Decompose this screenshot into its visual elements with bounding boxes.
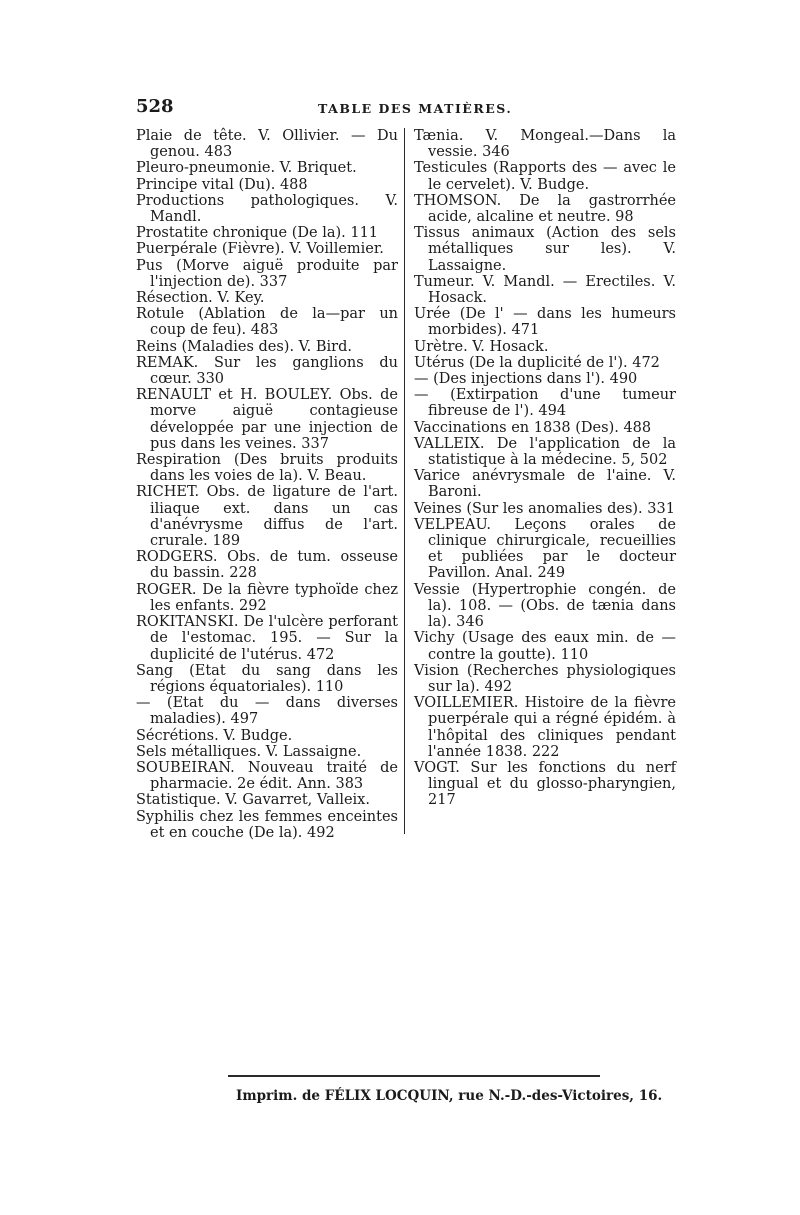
index-entry: ROGER. De la fièvre typhoïde chez les enfants. 292 bbox=[136, 581, 398, 614]
index-entry: THOMSON. De la gastrorrhée acide, alcaline et neutre. 98 bbox=[414, 192, 676, 226]
index-entry: RICHET. Obs. de ligature de l'art. iliaque ext. dans un cas d'anévrysme diffus de l'art. crurale. 189 bbox=[136, 484, 398, 550]
index-entry: — (Extirpation d'une tumeur fibreuse de l'). 494 bbox=[414, 387, 676, 420]
index-entry: Reins (Maladies des). V. Bird. bbox=[136, 338, 352, 355]
index-entry: RENAULT et H. BOULEY. Obs. de morve aiguë contagieuse développée par une injection de pus dans les veines. 337 bbox=[136, 387, 398, 452]
footer-rule bbox=[228, 1075, 600, 1077]
index-entry: Vision (Recherches physiologiques sur la). 492 bbox=[414, 662, 676, 695]
index-entry: Tumeur. V. Mandl. — Erectiles. V. Hosack. bbox=[414, 273, 676, 307]
index-entry: Utérus (De la duplicité de l'). 472 bbox=[414, 354, 660, 371]
index-entry: Urée (De l' — dans les humeurs morbides). 471 bbox=[414, 306, 676, 339]
index-entry: REMAK. Sur les ganglions du cœur. 330 bbox=[136, 354, 398, 388]
index-entry: Puerpérale (Fièvre). V. Voillemier. bbox=[136, 241, 384, 258]
index-entry: Tissus animaux (Action des sels métalliques sur les). V. Lassaigne. bbox=[414, 225, 676, 274]
index-entry: Tænia. V. Mongeal.—Dans la vessie. 346 bbox=[414, 128, 676, 161]
index-entry: — (Des injections dans l'). 490 bbox=[414, 371, 638, 388]
index-entry: Sang (Etat du sang dans les régions équatoriales). 110 bbox=[136, 662, 398, 695]
index-entry: Varice anévrysmale de l'aine. V. Baroni. bbox=[414, 468, 676, 501]
index-entry: — (Etat du — dans diverses maladies). 497 bbox=[136, 695, 398, 728]
index-entry: Respiration (Des bruits produits dans les voies de la). V. Beau. bbox=[136, 452, 398, 485]
index-entry: Plaie de tête. V. Ollivier. — Du genou. 483 bbox=[136, 128, 398, 161]
index-entry: Prostatite chronique (De la). 111 bbox=[136, 225, 379, 242]
index-entry: Veines (Sur les anomalies des). 331 bbox=[414, 500, 675, 517]
index-entry: Résection. V. Key. bbox=[136, 290, 265, 307]
index-entry: Vessie (Hypertrophie congén. de la). 108. — (Obs. de tænia dans la). 346 bbox=[414, 581, 676, 631]
index-entry: Productions pathologiques. V. Mandl. bbox=[136, 192, 398, 226]
index-entry: SOUBEIRAN. Nouveau traité de pharmacie. 2e édit. Ann. 383 bbox=[136, 759, 398, 793]
index-entry: RODGERS. Obs. de tum. osseuse du bassin. 228 bbox=[136, 549, 398, 582]
index-entry: Principe vital (Du). 488 bbox=[136, 176, 308, 193]
index-column-right bbox=[414, 128, 676, 809]
index-entry: VOILLEMIER. Histoire de la fièvre puerpérale qui a régné épidém. à l'hôpital des cliniques pendant l'année 1838. 222 bbox=[414, 695, 676, 760]
index-entry: Urètre. V. Hosack. bbox=[414, 338, 549, 355]
index-entry: Testicules (Rapports des — avec le le cervelet). V. Budge. bbox=[414, 160, 676, 193]
index-entry: Pleuro-pneumonie. V. Briquet. bbox=[136, 160, 357, 177]
index-column-left bbox=[136, 128, 398, 841]
index-entry: VALLEIX. De l'application de la statistique à la médecine. 5, 502 bbox=[414, 435, 676, 469]
index-entry: VELPEAU. Leçons orales de clinique chirurgicale, recueillies et publiées par le docteur Pavillon. Anal. 249 bbox=[414, 516, 676, 582]
index-entry: Sécrétions. V. Budge. bbox=[136, 727, 293, 744]
index-entry: VOGT. Sur les fonctions du nerf lingual et du glosso-pharyngien, 217 bbox=[414, 759, 676, 809]
running-head: TABLE DES MATIÈRES. bbox=[318, 101, 513, 116]
index-entry: Statistique. V. Gavarret, Valleix. bbox=[136, 792, 370, 809]
index-entry: Vichy (Usage des eaux min. de — contre la goutte). 110 bbox=[414, 630, 676, 663]
page-number: 528 bbox=[136, 96, 174, 117]
imprint-line: Imprim. de FÉLIX LOCQUIN, rue N.-D.-des-Victoires, 16. bbox=[236, 1088, 663, 1104]
index-entry: ROKITANSKI. De l'ulcère perforant de l'estomac. 195. — Sur la duplicité de l'utérus. 472 bbox=[136, 614, 398, 663]
index-entry: Syphilis chez les femmes enceintes et en couche (De la). 492 bbox=[136, 808, 398, 841]
index-entry: Vaccinations en 1838 (Des). 488 bbox=[414, 419, 652, 436]
column-divider bbox=[404, 128, 405, 834]
index-entry: Pus (Morve aiguë produite par l'injection de). 337 bbox=[136, 257, 398, 290]
index-entry: Rotule (Ablation de la—par un coup de feu). 483 bbox=[136, 306, 398, 339]
index-entry: Sels métalliques. V. Lassaigne. bbox=[136, 743, 362, 760]
